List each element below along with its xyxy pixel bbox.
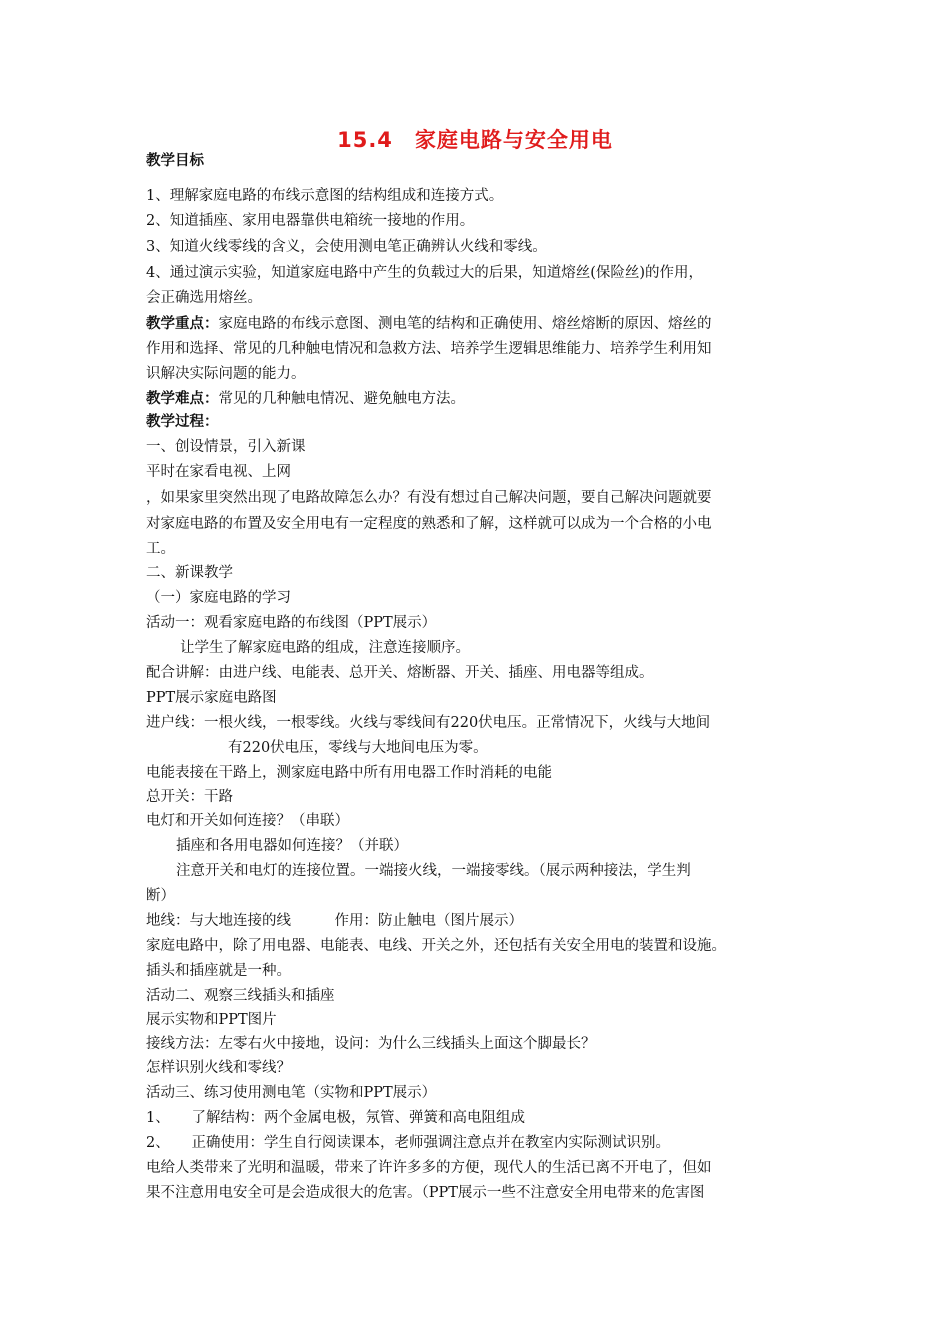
key-points-text: 家庭电路的布线示意图、测电笔的结构和正确使用、熔丝熔断的原因、熔丝的	[218, 316, 712, 332]
body-line: 果不注意用电安全可是会造成很大的危害。（PPT展示一些不注意安全用电带来的危害图	[146, 1185, 705, 1201]
difficulties	[146, 390, 465, 408]
body-line: 地线：与大地连接的线 作用：防止触电（图片展示）	[146, 913, 523, 929]
body-line: 断）	[146, 888, 175, 904]
body-line: 让学生了解家庭电路的组成，注意连接顺序。	[180, 640, 470, 656]
key-points-line: 识解决实际问题的能力。	[146, 366, 306, 382]
body-line: 进户线：一根火线，一根零线。火线与零线间有220伏电压。正常情况下，火线与大地间	[146, 715, 711, 731]
body-line: 插座和各用电器如何连接？（并联）	[176, 838, 408, 854]
body-line: 2、 正确使用：学生自行阅读课本，老师强调注意点并在教室内实际测试识别。	[146, 1135, 670, 1151]
goals-heading: 教学目标	[146, 153, 204, 169]
body-line: 对家庭电路的布置及安全用电有一定程度的熟悉和了解，这样就可以成为一个合格的小电	[146, 516, 712, 532]
body-line: 配合讲解：由进户线、电能表、总开关、熔断器、开关、插座、用电器等组成。	[146, 665, 654, 681]
goal-item: 4、通过演示实验，知道家庭电路中产生的负载过大的后果，知道熔丝(保险丝)的作用，	[146, 265, 704, 281]
body-line: 电能表接在干路上，测家庭电路中所有用电器工作时消耗的电能	[146, 765, 552, 781]
body-line: 展示实物和PPT图片	[146, 1012, 277, 1028]
body-line: ，如果家里突然出现了电路故障怎么办？有没有想过自己解决问题，要自己解决问题就要	[146, 490, 712, 506]
body-line: 二、新课教学	[146, 565, 233, 581]
body-line: 活动一：观看家庭电路的布线图（PPT展示）	[146, 615, 437, 631]
body-line: 总开关：干路	[146, 789, 233, 805]
body-line: （一）家庭电路的学习	[146, 590, 291, 606]
body-line: 插头和插座就是一种。	[146, 963, 291, 979]
body-line: 电灯和开关如何连接？（串联）	[146, 813, 349, 829]
body-line: 一、创设情景，引入新课	[146, 439, 306, 455]
body-line: 有220伏电压，零线与大地间电压为零。	[228, 740, 488, 756]
body-line: 工。	[146, 541, 175, 557]
key-points-line: 作用和选择、常见的几种触电情况和急救方法、培养学生逻辑思维能力、培养学生利用知	[146, 341, 712, 357]
difficulties-label: 教学难点：	[146, 391, 219, 407]
body-line: 接线方法：左零右火中接地，设问：为什么三线插头上面这个脚最长？	[146, 1036, 596, 1052]
difficulties-text: 常见的几种触电情况、避免触电方法。	[218, 391, 465, 407]
goal-item: 2、知道插座、家用电器靠供电箱统一接地的作用。	[146, 213, 475, 229]
key-points	[146, 315, 712, 333]
goal-item: 1、理解家庭电路的布线示意图的结构组成和连接方式。	[146, 188, 504, 204]
process-heading: 教学过程：	[146, 414, 219, 430]
body-line: 活动二、观察三线插头和插座	[146, 988, 335, 1004]
goal-item: 3、知道火线零线的含义，会使用测电笔正确辨认火线和零线。	[146, 239, 547, 255]
body-line: PPT展示家庭电路图	[146, 690, 277, 706]
goal-item: 会正确选用熔丝。	[146, 290, 262, 306]
page-title: 15.4 家庭电路与安全用电	[337, 128, 613, 152]
body-line: 电给人类带来了光明和温暖，带来了许许多多的方便，现代人的生活已离不开电了，但如	[146, 1160, 712, 1176]
body-line: 平时在家看电视、上网	[146, 464, 291, 480]
body-line: 注意开关和电灯的连接位置。一端接火线，一端接零线。（展示两种接法，学生判	[176, 863, 691, 879]
body-line: 怎样识别火线和零线？	[146, 1060, 291, 1076]
body-line: 活动三、练习使用测电笔（实物和PPT展示）	[146, 1085, 437, 1101]
key-points-label: 教学重点：	[146, 316, 219, 332]
body-line: 1、 了解结构：两个金属电极，氖管、弹簧和高电阻组成	[146, 1110, 525, 1126]
body-line: 家庭电路中，除了用电器、电能表、电线、开关之外，还包括有关安全用电的装置和设施。	[146, 938, 726, 954]
